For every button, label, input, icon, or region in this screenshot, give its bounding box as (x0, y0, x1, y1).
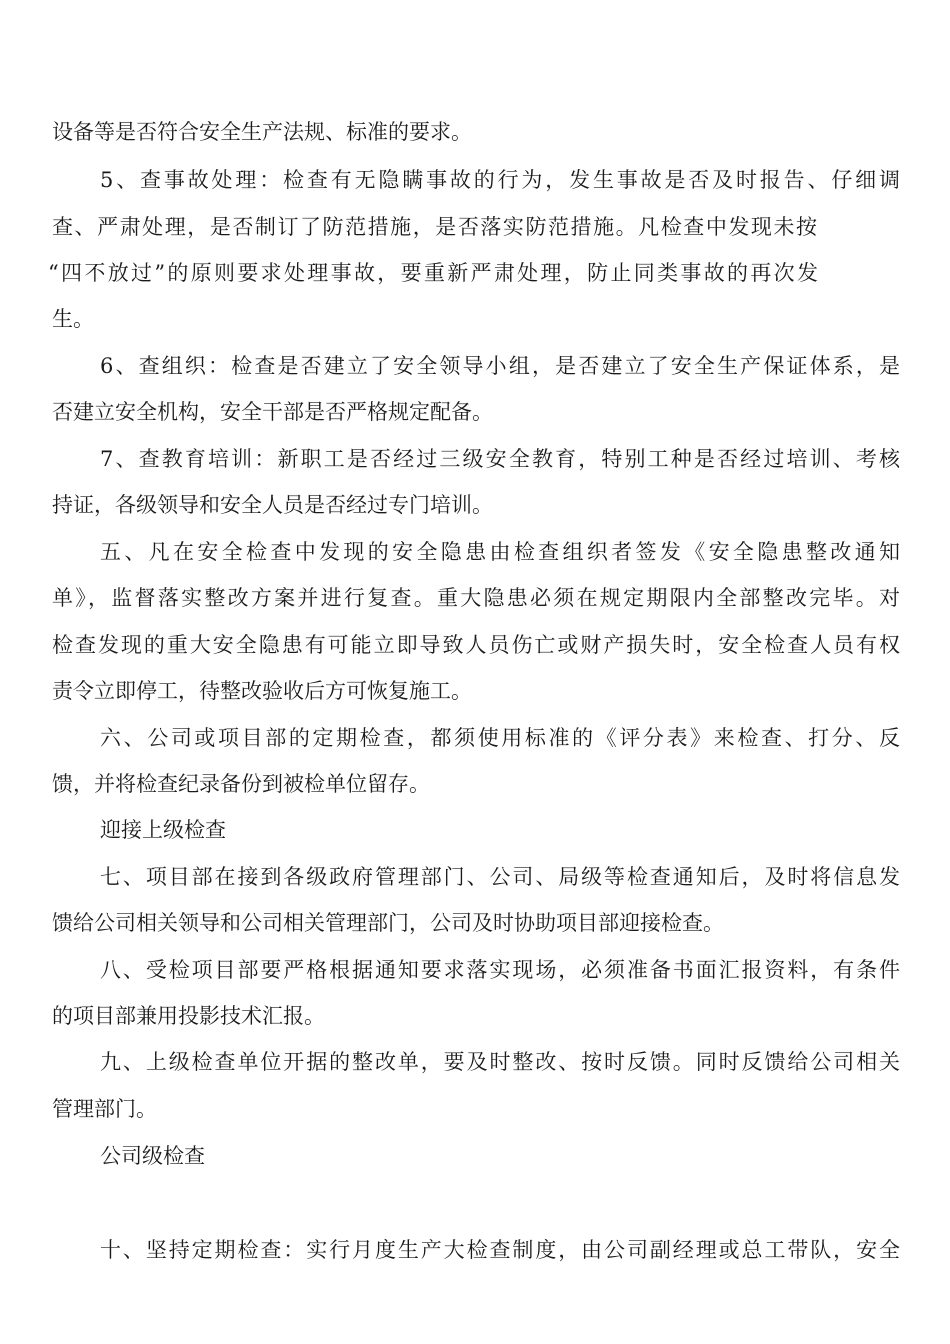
text-line: 六、公司或项目部的定期检查，都须使用标准的《评分表》来检查、打分、反 (100, 726, 900, 750)
text-line: 查、严肃处理，是否制订了防范措施，是否落实防范措施。凡检查中发现未按 (52, 215, 817, 239)
text-line: 馈，并将检查纪录备份到被检单位留存。 (52, 772, 430, 796)
text-line: 十、坚持定期检查：实行月度生产大检查制度，由公司副经理或总工带队，安全 (100, 1238, 900, 1262)
text-line: 6、查组织：检查是否建立了安全领导小组，是否建立了安全生产保证体系，是 (100, 354, 900, 378)
text-line: 5、查事故处理：检查有无隐瞒事故的行为，发生事故是否及时报告、仔细调 (100, 168, 900, 192)
text-line: 7、查教育培训：新职工是否经过三级安全教育，特别工种是否经过培训、考核 (100, 447, 900, 471)
text-line: 七、项目部在接到各级政府管理部门、公司、局级等检查通知后，及时将信息发 (100, 865, 900, 889)
text-line: 责令立即停工，待整改验收后方可恢复施工。 (52, 679, 472, 703)
text-line: 管理部门。 (52, 1097, 157, 1121)
text-line: 否建立安全机构，安全干部是否严格规定配备。 (52, 400, 493, 424)
text-line: 五、凡在安全检查中发现的安全隐患由检查组织者签发《安全隐患整改通知 (100, 540, 900, 564)
section-heading: 迎接上级检查 (100, 818, 226, 842)
text-line: 单》，监督落实整改方案并进行复查。重大隐患必须在规定期限内全部整改完毕。对 (52, 586, 900, 610)
text-line: 八、受检项目部要严格根据通知要求落实现场，必须准备书面汇报资料，有条件 (100, 958, 900, 982)
text-line: 的项目部兼用投影技术汇报。 (52, 1004, 325, 1028)
section-heading: 公司级检查 (100, 1144, 205, 1168)
text-line: 九、上级检查单位开据的整改单，要及时整改、按时反馈。同时反馈给公司相关 (100, 1050, 900, 1074)
text-line: 馈给公司相关领导和公司相关管理部门，公司及时协助项目部迎接检查。 (52, 911, 724, 935)
text-line: 生。 (52, 307, 94, 331)
text-line: 持证，各级领导和安全人员是否经过专门培训。 (52, 493, 493, 517)
text-line: 检查发现的重大安全隐患有可能立即导致人员伤亡或财产损失时，安全检查人员有权 (52, 633, 900, 657)
text-line: 设备等是否符合安全生产法规、标准的要求。 (52, 120, 472, 144)
text-line: “四不放过”的原则要求处理事故，要重新严肃处理，防止同类事故的再次发 (48, 261, 818, 285)
